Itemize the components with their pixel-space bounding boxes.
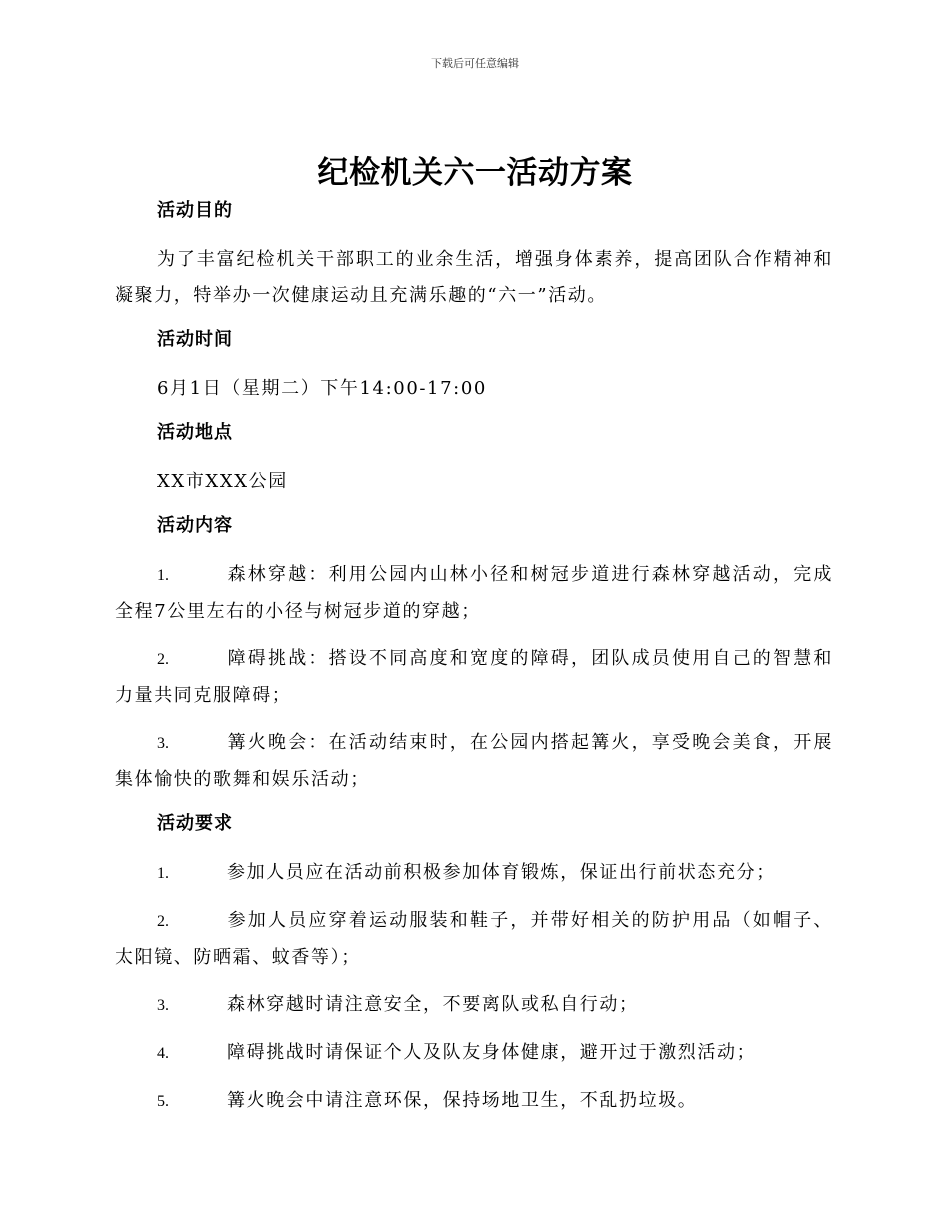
requirement-list-item xyxy=(115,903,833,976)
section-heading-location: 活动地点 xyxy=(157,422,233,443)
list-item-text: 障碍挑战时请保证个人及队友身体健康，避开过于激烈活动； xyxy=(227,1042,757,1063)
document-title: 纪检机关六一活动方案 xyxy=(317,155,633,191)
list-item-number: 3. xyxy=(157,735,169,752)
requirement-list-item xyxy=(115,987,833,1024)
requirement-list-item xyxy=(115,1083,833,1120)
list-item-number: 2. xyxy=(157,913,169,930)
list-item-text: 障碍挑战：搭设不同高度和宽度的障碍，团队成员使用自己的智慧和力量共同克服障碍； xyxy=(115,648,833,706)
time-paragraph: 6月1日（星期二）下午14:00-17:00 xyxy=(157,378,487,399)
content-list-item xyxy=(115,725,833,798)
content-list-item xyxy=(115,641,833,714)
list-item-number: 3. xyxy=(157,997,169,1014)
list-item-text: 参加人员应穿着运动服装和鞋子，并带好相关的防护用品（如帽子、太阳镜、防晒霜、蚊香等）； xyxy=(115,910,833,968)
list-item-text: 森林穿越时请注意安全，不要离队或私自行动； xyxy=(227,994,639,1015)
section-heading-purpose: 活动目的 xyxy=(157,200,233,221)
list-item-text: 篝火晚会中请注意环保，保持场地卫生，不乱扔垃圾。 xyxy=(227,1090,698,1111)
section-heading-content: 活动内容 xyxy=(157,515,233,536)
list-item-text: 篝火晚会：在活动结束时，在公园内搭起篝火，享受晚会美食，开展集体愉快的歌舞和娱乐活动； xyxy=(115,732,833,790)
section-heading-time: 活动时间 xyxy=(157,329,233,350)
document-body xyxy=(115,196,833,1131)
content-list-item xyxy=(115,557,833,630)
list-item-number: 4. xyxy=(157,1045,169,1062)
list-item-number: 1. xyxy=(157,865,169,882)
list-item-number: 2. xyxy=(157,651,169,668)
requirement-list-item xyxy=(115,855,833,892)
list-item-text: 参加人员应在活动前积极参加体育锻炼，保证出行前状态充分； xyxy=(227,862,776,883)
requirement-list-item xyxy=(115,1035,833,1072)
location-paragraph: XX市XXX公园 xyxy=(157,471,288,492)
list-item-number: 5. xyxy=(157,1093,169,1110)
list-item-number: 1. xyxy=(157,567,169,584)
purpose-paragraph: 为了丰富纪检机关干部职工的业余生活，增强身体素养，提高团队合作精神和凝聚力，特举办一次健康运动且充满乐趣的“六一”活动。 xyxy=(115,249,833,306)
section-heading-requirements: 活动要求 xyxy=(157,813,233,834)
list-item-text: 森林穿越：利用公园内山林小径和树冠步道进行森林穿越活动，完成全程7公里左右的小径与树冠步道的穿越； xyxy=(115,564,833,622)
header-note: 下载后可任意编辑 xyxy=(431,57,519,70)
